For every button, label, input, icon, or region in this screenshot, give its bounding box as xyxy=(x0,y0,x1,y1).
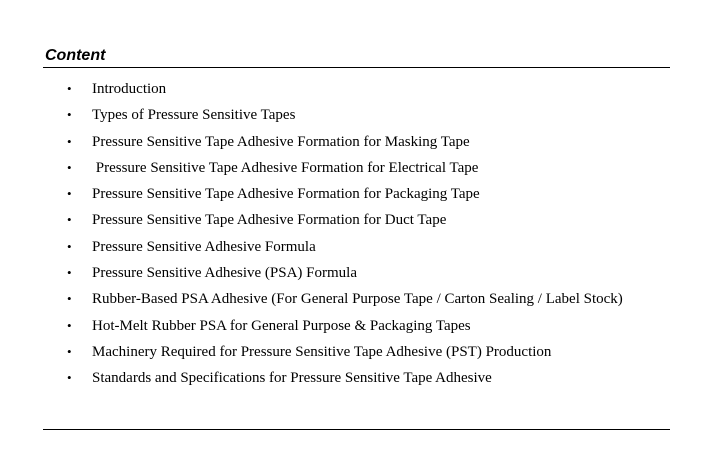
list-item-text: Machinery Required for Pressure Sensitive Tape Adhesive (PST) Production xyxy=(92,343,552,360)
list-item-text: Pressure Sensitive Tape Adhesive Formation for Electrical Tape xyxy=(92,159,479,176)
bullet-icon: • xyxy=(67,238,72,254)
list-item xyxy=(0,288,718,314)
list-item-text: Pressure Sensitive Adhesive (PSA) Formula xyxy=(92,265,357,282)
bullet-icon: • xyxy=(67,212,72,228)
bullet-icon: • xyxy=(67,343,72,359)
section-heading: Content xyxy=(45,47,106,64)
list-item xyxy=(0,131,718,157)
bullet-icon: • xyxy=(67,81,72,96)
bullet-icon: • xyxy=(67,159,72,175)
bullet-icon: • xyxy=(67,133,72,149)
bottom-divider xyxy=(43,429,670,430)
heading-underline xyxy=(43,67,670,68)
list-item xyxy=(0,183,718,209)
bullet-icon: • xyxy=(67,107,72,123)
list-item xyxy=(0,367,718,393)
list-item-text: Standards and Specifications for Pressure Sensitive Tape Adhesive xyxy=(92,370,492,387)
bullet-icon: • xyxy=(67,317,72,333)
list-item xyxy=(0,315,718,341)
bullet-icon: • xyxy=(67,265,72,281)
list-item-text: Pressure Sensitive Adhesive Formula xyxy=(92,238,316,255)
list-item-text: Pressure Sensitive Tape Adhesive Formation for Packaging Tape xyxy=(92,186,480,203)
list-item-text: Types of Pressure Sensitive Tapes xyxy=(92,107,296,124)
list-item-text: Rubber-Based PSA Adhesive (For General Purpose Tape / Carton Sealing / Label Stock) xyxy=(92,291,623,308)
list-item xyxy=(0,236,718,262)
list-item xyxy=(0,157,718,183)
bullet-icon: • xyxy=(67,291,72,307)
contents-list xyxy=(0,78,718,394)
list-item-text: Introduction xyxy=(92,81,167,97)
list-item xyxy=(0,262,718,288)
list-item xyxy=(0,78,718,104)
list-item-text: Pressure Sensitive Tape Adhesive Formation for Duct Tape xyxy=(92,212,447,229)
list-item xyxy=(0,209,718,235)
list-item xyxy=(0,104,718,130)
list-item xyxy=(0,341,718,367)
bullet-icon: • xyxy=(67,186,72,202)
list-item-text: Hot-Melt Rubber PSA for General Purpose & Packaging Tapes xyxy=(92,317,471,334)
list-item-text: Pressure Sensitive Tape Adhesive Formation for Masking Tape xyxy=(92,133,470,150)
bullet-icon: • xyxy=(67,370,72,386)
